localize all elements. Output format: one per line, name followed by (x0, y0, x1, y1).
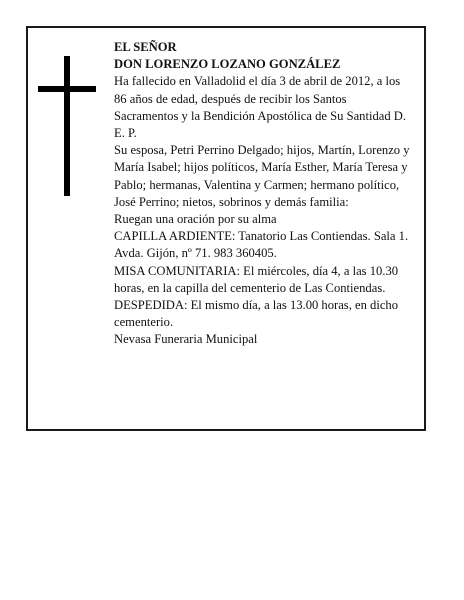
cross-horizontal-bar (38, 86, 96, 92)
cross-vertical-bar (64, 56, 70, 196)
cross-icon (38, 56, 96, 196)
farewell-info: DESPEDIDA: El mismo día, a las 13.00 horas, en dicho cementerio. (114, 298, 399, 330)
chapel-info: CAPILLA ARDIENTE: Tanatorio Las Contiendas. Sala 1. Avda. Gijón, nº 71. 983 360405. (114, 229, 409, 261)
prayer-request: Ruegan una oración por su alma (114, 212, 277, 227)
obituary-text (114, 39, 412, 349)
title-line-1: EL SEÑOR (114, 40, 177, 54)
family-list: Su esposa, Petri Perrino Delgado; hijos, Martín, Lorenzo y María Isabel; hijos políticos, María Esther, María Teresa y Pablo; hermanas, Valentina y Carmen; hermano político, José Perrino; nietos, sobrinos y demás familia: (114, 143, 410, 209)
funeral-home: Nevasa Funeraria Municipal (114, 332, 258, 347)
deceased-name: DON LORENZO LOZANO GONZÁLEZ (114, 57, 341, 72)
death-announcement: Ha fallecido en Valladolid el día 3 de abril de 2012, a los 86 años de edad, después de recibir los Santos Sacramentos y la Bendición Apostólica de Su Santidad D. E. P. (114, 74, 407, 141)
mass-info: MISA COMUNITARIA: El miércoles, día 4, a las 10.30 horas, en la capilla del cementerio de Las Contiendas. (114, 263, 399, 295)
